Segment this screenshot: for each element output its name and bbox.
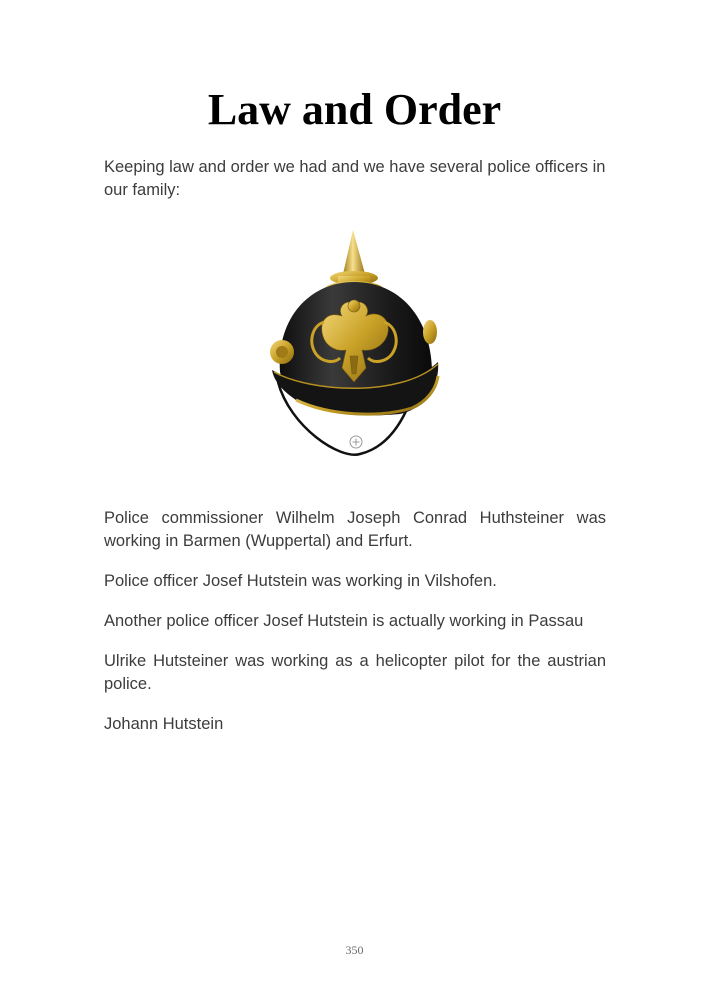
paragraph-vilshofen: Police officer Josef Hutstein was working in Vilshofen. xyxy=(104,572,497,590)
intro-paragraph: Keeping law and order we had and we have several police officers in our family: xyxy=(104,158,606,199)
paragraph-police-commissioner: Police commissioner Wilhelm Joseph Conrad Huthsteiner was working in Barmen (Wuppertal) and Erfurt. xyxy=(104,509,606,550)
paragraph-helicopter-pilot: Ulrike Hutsteiner was working as a helicopter pilot for the austrian police. xyxy=(104,652,606,693)
page-number: 350 xyxy=(345,943,364,957)
paragraph-johann-hutstein: Johann Hutstein xyxy=(104,715,224,733)
pickelhaube-helmet-icon xyxy=(250,222,460,462)
zoom-plus-icon xyxy=(350,436,362,448)
paragraph-passau: Another police officer Josef Hutstein is actually working in Passau xyxy=(104,612,584,630)
page-title: Law and Order xyxy=(207,85,502,134)
